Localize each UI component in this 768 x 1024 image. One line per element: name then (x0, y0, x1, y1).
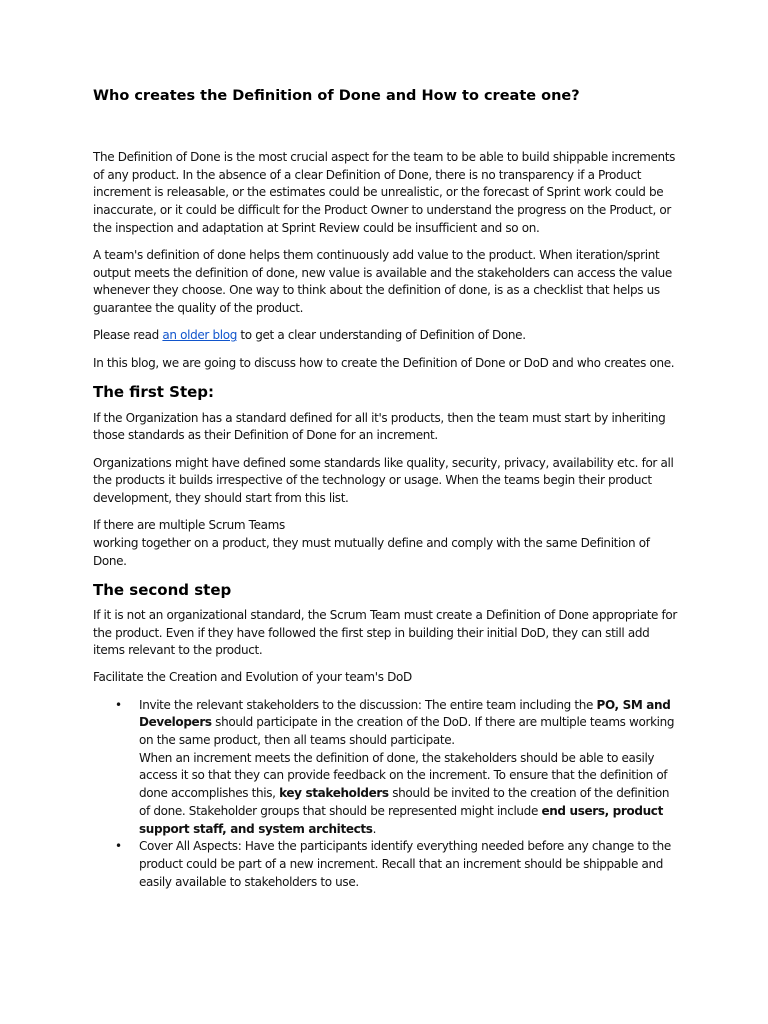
intro-paragraph-2: A team's definition of done helps them continuously add value to the product. When iteration/sprint output meets the definition of done, new value is available and the stakeholders can access the value whenever they choose. One way to think about the definition of done, is as a checklist that helps us guarantee the quality of the product. (93, 248, 672, 316)
bullet1-text-f: should be invited to the creation of the definition of done. Stakeholder groups that should be represented might include (139, 786, 670, 818)
intro-paragraph-3 (93, 327, 678, 345)
intro-p3-before: Please read (93, 328, 163, 343)
older-blog-link[interactable]: an older blog (162, 328, 237, 343)
bullet2-text: Cover All Aspects: Have the participants identify everything needed before any change to the product could be part of a new increment. Recall that an increment should be shippable and easily available to stakeholders to use. (139, 839, 671, 889)
second-step-paragraph-1: If it is not an organizational standard, the Scrum Team must create a Definition of Done appropriate for the product. Even if they have followed the first step in building their initial DoD, they can still add items relevant to the product. (93, 607, 678, 658)
second-step-heading: The second step (93, 580, 232, 599)
document-page (93, 86, 678, 891)
bullet-icon: • (115, 839, 122, 854)
document-title: Who creates the Definition of Done and How to create one? (93, 88, 580, 104)
bullet-icon: • (115, 697, 122, 712)
list-item (115, 838, 678, 891)
intro-paragraph-1: The Definition of Done is the most crucial aspect for the team to be able to build shippable increments of any product. In the absence of a clear Definition of Done, there is no transparency if a Product increment is releasable, or the estimates could be unrealistic, or the forecast of Sprint work could be inaccurate, or it could be difficult for the Product Owner to understand the progress on the Product, or the inspection and adaptation at Sprint Review could be insufficient and so on. (93, 150, 676, 235)
bullet1-text-h: . (372, 821, 377, 836)
second-step-paragraph-2: Facilitate the Creation and Evolution of your team's DoD (93, 670, 412, 685)
intro-paragraph-4: In this blog, we are going to discuss how to create the Definition of Done or DoD and who creates one. (93, 355, 675, 370)
bullet1-bold-key-stakeholders: key stakeholders (279, 786, 389, 801)
dod-bullet-list (93, 697, 678, 892)
bullet1-bold-groups: end users, product support staff, and system architects (139, 803, 663, 836)
first-step-paragraph-1: If the Organization has a standard defined for all it's products, then the team must start by inheriting those standards as their Definition of Done for an increment. (93, 410, 666, 443)
first-step-paragraph-2: Organizations might have defined some standards like quality, security, privacy, availability etc. for all the products it builds irrespective of the technology or usage. When the teams begin their product development, they should start from this list. (93, 455, 674, 506)
first-step-paragraph-3-line-1: If there are multiple Scrum Teams (93, 518, 285, 533)
first-step-heading: The first Step: (93, 382, 215, 401)
first-step-paragraph-3-line-2: working together on a product, they must mutually define and comply with the same Definition of Done. (93, 535, 650, 568)
list-item (115, 697, 678, 839)
bullet1-text-a: Invite the relevant stakeholders to the discussion: The entire team including the (139, 697, 597, 712)
intro-p3-after: to get a clear understanding of Definition of Done. (236, 328, 526, 343)
bullet1-bold-roles: PO, SM and Developers (139, 697, 671, 730)
bullet1-text-d: When an increment meets the definition of done, the stakeholders should be able to easily access it so that they can provide feedback on the increment. To ensure that the definition of done accomplishes this, (139, 750, 668, 801)
bullet1-text-c: should participate in the creation of the DoD. If there are multiple teams working on the same product, then all teams should participate. (139, 715, 675, 748)
